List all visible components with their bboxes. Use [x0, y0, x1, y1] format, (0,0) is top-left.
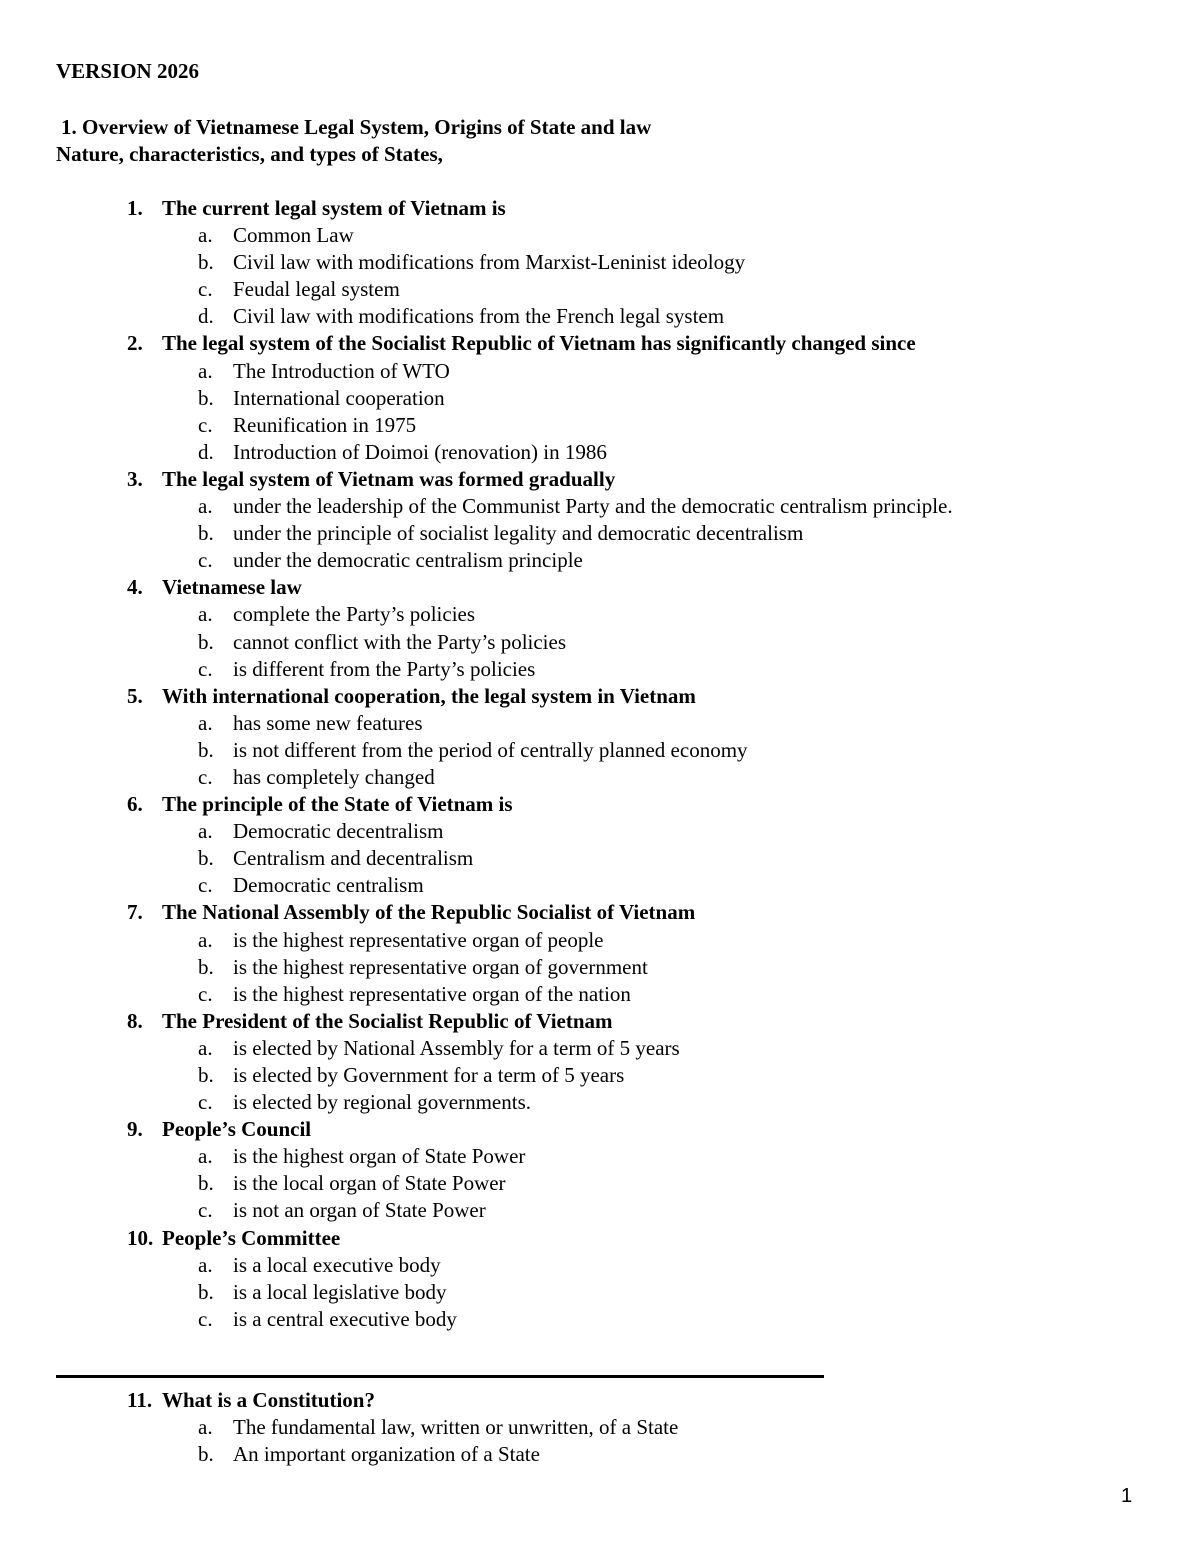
option-letter: d. — [198, 439, 214, 464]
option-text: International cooperation — [233, 385, 445, 410]
option-text: is elected by Government for a term of 5 years — [233, 1063, 625, 1087]
option-letter: a. — [198, 1252, 213, 1277]
option-letter: c. — [198, 764, 213, 789]
option-letter: b. — [198, 737, 214, 762]
answer-option — [0, 981, 1200, 1008]
answer-option — [0, 1143, 1200, 1170]
question-item — [0, 791, 1200, 818]
option-text: is the highest representative organ of people — [233, 927, 604, 952]
option-letter: c. — [198, 277, 213, 302]
answer-option — [0, 276, 1200, 303]
option-text: is not an organ of State Power — [233, 1198, 486, 1223]
question-text: The legal system of the Socialist Republic of Vietnam has significantly changed since — [162, 331, 916, 356]
question-text: The current legal system of Vietnam is — [162, 196, 506, 220]
answer-option — [0, 954, 1200, 981]
question-list-continued — [0, 1387, 1200, 1468]
question-text: Vietnamese law — [162, 575, 302, 600]
answer-option — [0, 845, 1200, 872]
option-text: The fundamental law, written or unwritten, of a State — [233, 1415, 679, 1440]
question-text: The National Assembly of the Republic Socialist of Vietnam — [162, 900, 696, 925]
option-letter: a. — [198, 1144, 213, 1169]
answer-option — [0, 249, 1200, 276]
option-text: An important organization of a State — [233, 1442, 540, 1467]
answer-option — [0, 303, 1200, 330]
version-heading: VERSION 2026 — [56, 59, 199, 83]
question-text: People’s Committee — [162, 1225, 341, 1250]
answer-option — [0, 1414, 1200, 1441]
answer-option — [0, 764, 1200, 791]
question-item — [0, 330, 1200, 357]
option-letter: b. — [198, 629, 214, 654]
answer-option — [0, 1252, 1200, 1279]
option-letter: b. — [198, 521, 214, 546]
option-letter: b. — [198, 1279, 214, 1304]
option-letter: c. — [198, 1090, 213, 1115]
option-text: is the highest organ of State Power — [233, 1144, 526, 1169]
question-text: The President of the Socialist Republic of Vietnam — [162, 1008, 613, 1033]
option-text: is not different from the period of centrally planned economy — [233, 737, 748, 762]
question-item — [0, 899, 1200, 926]
option-text: Reunification in 1975 — [233, 412, 417, 437]
question-item — [0, 1225, 1200, 1252]
option-letter: b. — [198, 1442, 214, 1467]
question-item — [0, 1387, 1200, 1414]
answer-option — [0, 1089, 1200, 1116]
option-text: is different from the Party’s policies — [233, 656, 536, 681]
option-text: Common Law — [233, 223, 354, 248]
option-letter: c. — [198, 1306, 213, 1331]
option-letter: d. — [198, 304, 214, 329]
option-letter: a. — [198, 1415, 213, 1440]
answer-option — [0, 1035, 1200, 1062]
answer-option — [0, 1197, 1200, 1224]
question-number: 5. — [127, 683, 143, 708]
option-text: Democratic centralism — [233, 873, 424, 898]
question-item — [0, 1008, 1200, 1035]
question-item — [0, 683, 1200, 710]
answer-option — [0, 872, 1200, 899]
option-letter: b. — [198, 385, 214, 410]
question-text: What is a Constitution? — [162, 1388, 375, 1412]
option-text: is elected by regional governments. — [233, 1090, 531, 1115]
question-text: With international cooperation, the legal system in Vietnam — [162, 683, 696, 708]
option-letter: c. — [198, 873, 213, 898]
option-text: is a local legislative body — [233, 1279, 447, 1304]
answer-option — [0, 412, 1200, 439]
answer-option — [0, 1170, 1200, 1197]
question-item — [0, 195, 1200, 222]
option-text: is the highest representative organ of government — [233, 954, 648, 979]
option-text: cannot conflict with the Party’s policies — [233, 629, 567, 654]
answer-option — [0, 520, 1200, 547]
option-text: is the highest representative organ of the nation — [233, 981, 631, 1006]
answer-option — [0, 547, 1200, 574]
question-text: The principle of the State of Vietnam is — [162, 792, 513, 817]
answer-option — [0, 1062, 1200, 1089]
answer-option — [0, 737, 1200, 764]
question-text: The legal system of Vietnam was formed gradually — [162, 466, 616, 491]
answer-option — [0, 818, 1200, 845]
option-text: is a local executive body — [233, 1252, 441, 1277]
section-title: 1. Overview of Vietnamese Legal System, Origins of State and law — [61, 115, 652, 139]
option-text: complete the Party’s policies — [233, 602, 476, 627]
question-number: 2. — [127, 331, 143, 356]
section-subtitle: Nature, characteristics, and types of States, — [56, 142, 443, 166]
answer-option — [0, 710, 1200, 737]
option-letter: b. — [198, 954, 214, 979]
option-text: Introduction of Doimoi (renovation) in 1986 — [233, 439, 607, 464]
option-text: is the local organ of State Power — [233, 1171, 506, 1196]
option-text: The Introduction of WTO — [233, 358, 450, 383]
option-letter: a. — [198, 710, 213, 735]
answer-option — [0, 927, 1200, 954]
option-letter: a. — [198, 1035, 213, 1060]
option-letter: c. — [198, 1198, 213, 1223]
question-number: 7. — [127, 900, 143, 925]
answer-option — [0, 1279, 1200, 1306]
question-item — [0, 574, 1200, 601]
answer-option — [0, 385, 1200, 412]
answer-option — [0, 222, 1200, 249]
option-text: Civil law with modifications from the French legal system — [233, 304, 725, 329]
option-letter: c. — [198, 412, 213, 437]
question-text: People’s Council — [162, 1117, 312, 1142]
question-item — [0, 1116, 1200, 1143]
option-letter: b. — [198, 1063, 214, 1087]
option-text: Centralism and decentralism — [233, 846, 474, 871]
option-letter: a. — [198, 223, 213, 248]
option-letter: b. — [198, 250, 214, 275]
option-letter: c. — [198, 981, 213, 1006]
option-letter: c. — [198, 548, 213, 573]
question-list — [0, 195, 1200, 1333]
option-letter: b. — [198, 1171, 214, 1196]
question-number: 8. — [127, 1008, 143, 1033]
option-text: Democratic decentralism — [233, 819, 444, 844]
question-number: 11. — [127, 1388, 153, 1412]
answer-option — [0, 358, 1200, 385]
option-text: Feudal legal system — [233, 277, 400, 302]
option-letter: a. — [198, 819, 213, 844]
answer-option — [0, 1441, 1200, 1468]
option-text: under the leadership of the Communist Party and the democratic centralism principle. — [233, 494, 953, 519]
question-number: 10. — [127, 1225, 154, 1250]
page-number: 1 — [1121, 1485, 1133, 1507]
answer-option — [0, 1306, 1200, 1333]
question-number: 6. — [127, 792, 143, 817]
horizontal-rule — [56, 1375, 824, 1378]
option-text: is elected by National Assembly for a term of 5 years — [233, 1035, 680, 1060]
option-text: is a central executive body — [233, 1306, 457, 1331]
question-number: 3. — [127, 466, 143, 491]
option-text: under the democratic centralism principle — [233, 548, 583, 573]
answer-option — [0, 601, 1200, 628]
option-letter: a. — [198, 358, 213, 383]
answer-option — [0, 493, 1200, 520]
option-letter: b. — [198, 846, 214, 871]
answer-option — [0, 439, 1200, 466]
option-letter: c. — [198, 656, 213, 681]
option-text: under the principle of socialist legality and democratic decentralism — [233, 521, 804, 546]
option-letter: a. — [198, 494, 213, 519]
option-text: has some new features — [233, 710, 423, 735]
question-number: 9. — [127, 1117, 143, 1142]
answer-option — [0, 656, 1200, 683]
question-number: 1. — [127, 196, 143, 220]
option-text: Civil law with modifications from Marxist-Leninist ideology — [233, 250, 746, 275]
question-number: 4. — [127, 575, 143, 600]
option-text: has completely changed — [233, 764, 435, 789]
answer-option — [0, 629, 1200, 656]
option-letter: a. — [198, 602, 213, 627]
question-item — [0, 466, 1200, 493]
option-letter: a. — [198, 927, 213, 952]
